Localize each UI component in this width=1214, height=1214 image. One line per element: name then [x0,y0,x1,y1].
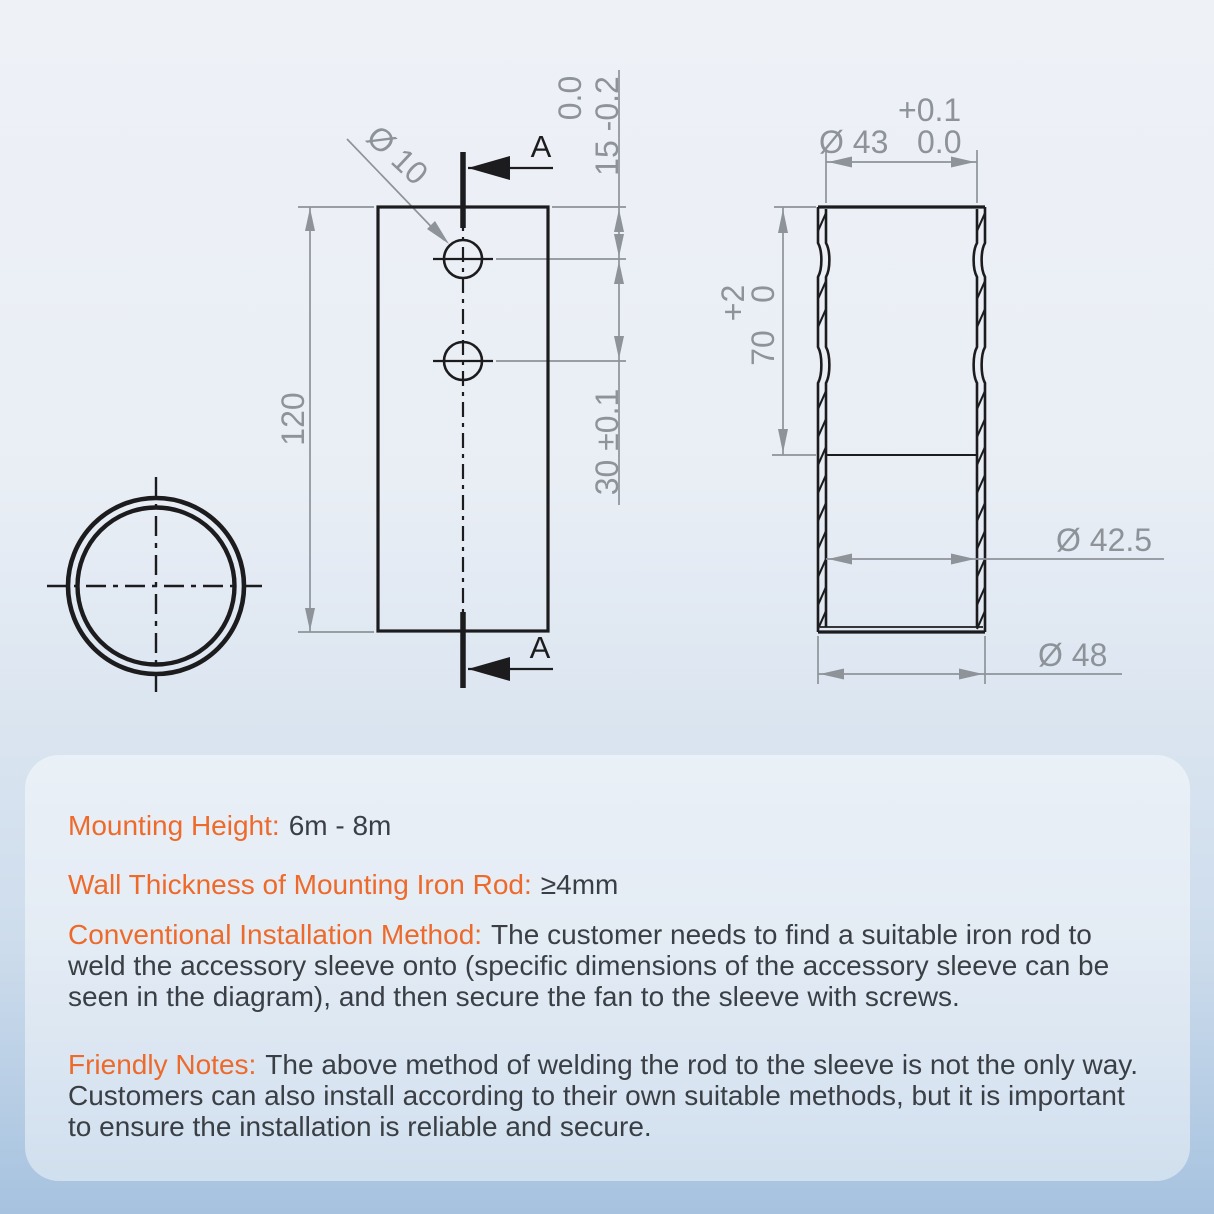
sleeve-section-view [715,92,1164,684]
section-arrowhead-bottom [468,657,510,681]
arrowhead-right [959,669,983,680]
sleeve-end-view [47,477,266,695]
arrowhead-down [614,234,624,257]
dim-top-offset: 15 -0.2 [589,76,625,176]
note-label: Wall Thickness of Mounting Iron Rod: [68,869,532,900]
note-label: Conventional Installation Method: [68,919,483,950]
dim-hole-diameter: Ø 10 [359,118,436,192]
note-friendly-notes [68,1049,1148,1142]
dim-depth-upper-tol: +2 [715,284,751,322]
dim-od: Ø 48 [1038,637,1108,673]
arrowhead-right [951,554,975,565]
section-label-bottom: A [529,630,551,665]
leader-arrowhead [427,221,449,244]
arrowhead-down [778,429,788,453]
dim-depth-lower-tol: 0 [745,285,781,303]
note-wall-thickness [68,869,1148,900]
arrowhead-left [828,554,852,565]
dim-plate-length: 120 [275,392,311,446]
arrowhead-up [305,208,315,231]
plate-front-view [275,70,626,688]
dim-bore-top-upper-tol: +0.1 [898,92,962,128]
dim-hole-pitch: 30 ±0.1 [589,388,625,496]
note-value: The customer needs to find a suitable iron rod to weld the accessory sleeve onto (specific dimensions of the accessory sleeve can be seen in the diagram), and then secure the fan to the sleeve with screws. [68,919,1110,1012]
arrowhead-up [614,261,624,284]
note-value: The above method of welding the rod to the sleeve is not the only way. Customers can also install according to their own suitable methods, but it is important to ensure the installation is reliable and secure. [68,1049,1138,1142]
arrowhead-up [778,209,788,233]
dim-bore-top-lower-tol: 0.0 [917,124,962,160]
sleeve-body [818,207,985,632]
note-label: Mounting Height: [68,810,280,841]
dim-top-offset-upper-tol: 0.0 [552,75,588,121]
arrowhead-up [614,209,624,232]
wall-inner-right [974,209,977,627]
section-cut-marks [463,129,553,688]
section-label-top: A [530,129,552,164]
note-label: Friendly Notes: [68,1049,257,1080]
section-arrowhead-top [468,156,510,180]
dim-bore-top: Ø 43 [819,124,889,160]
arrowhead-down [305,608,315,631]
dim-depth: 70 [745,330,781,366]
dim-bore: Ø 42.5 [1056,522,1153,558]
note-mounting-height [68,810,1148,841]
note-installation-method [68,919,1148,1012]
note-value: 6m - 8m [288,810,392,841]
arrowhead-left [820,669,844,680]
note-value: ≥4mm [540,869,619,900]
wall-inner-left [826,209,829,627]
notes-panel [25,755,1190,1181]
arrowhead-down [614,336,624,359]
